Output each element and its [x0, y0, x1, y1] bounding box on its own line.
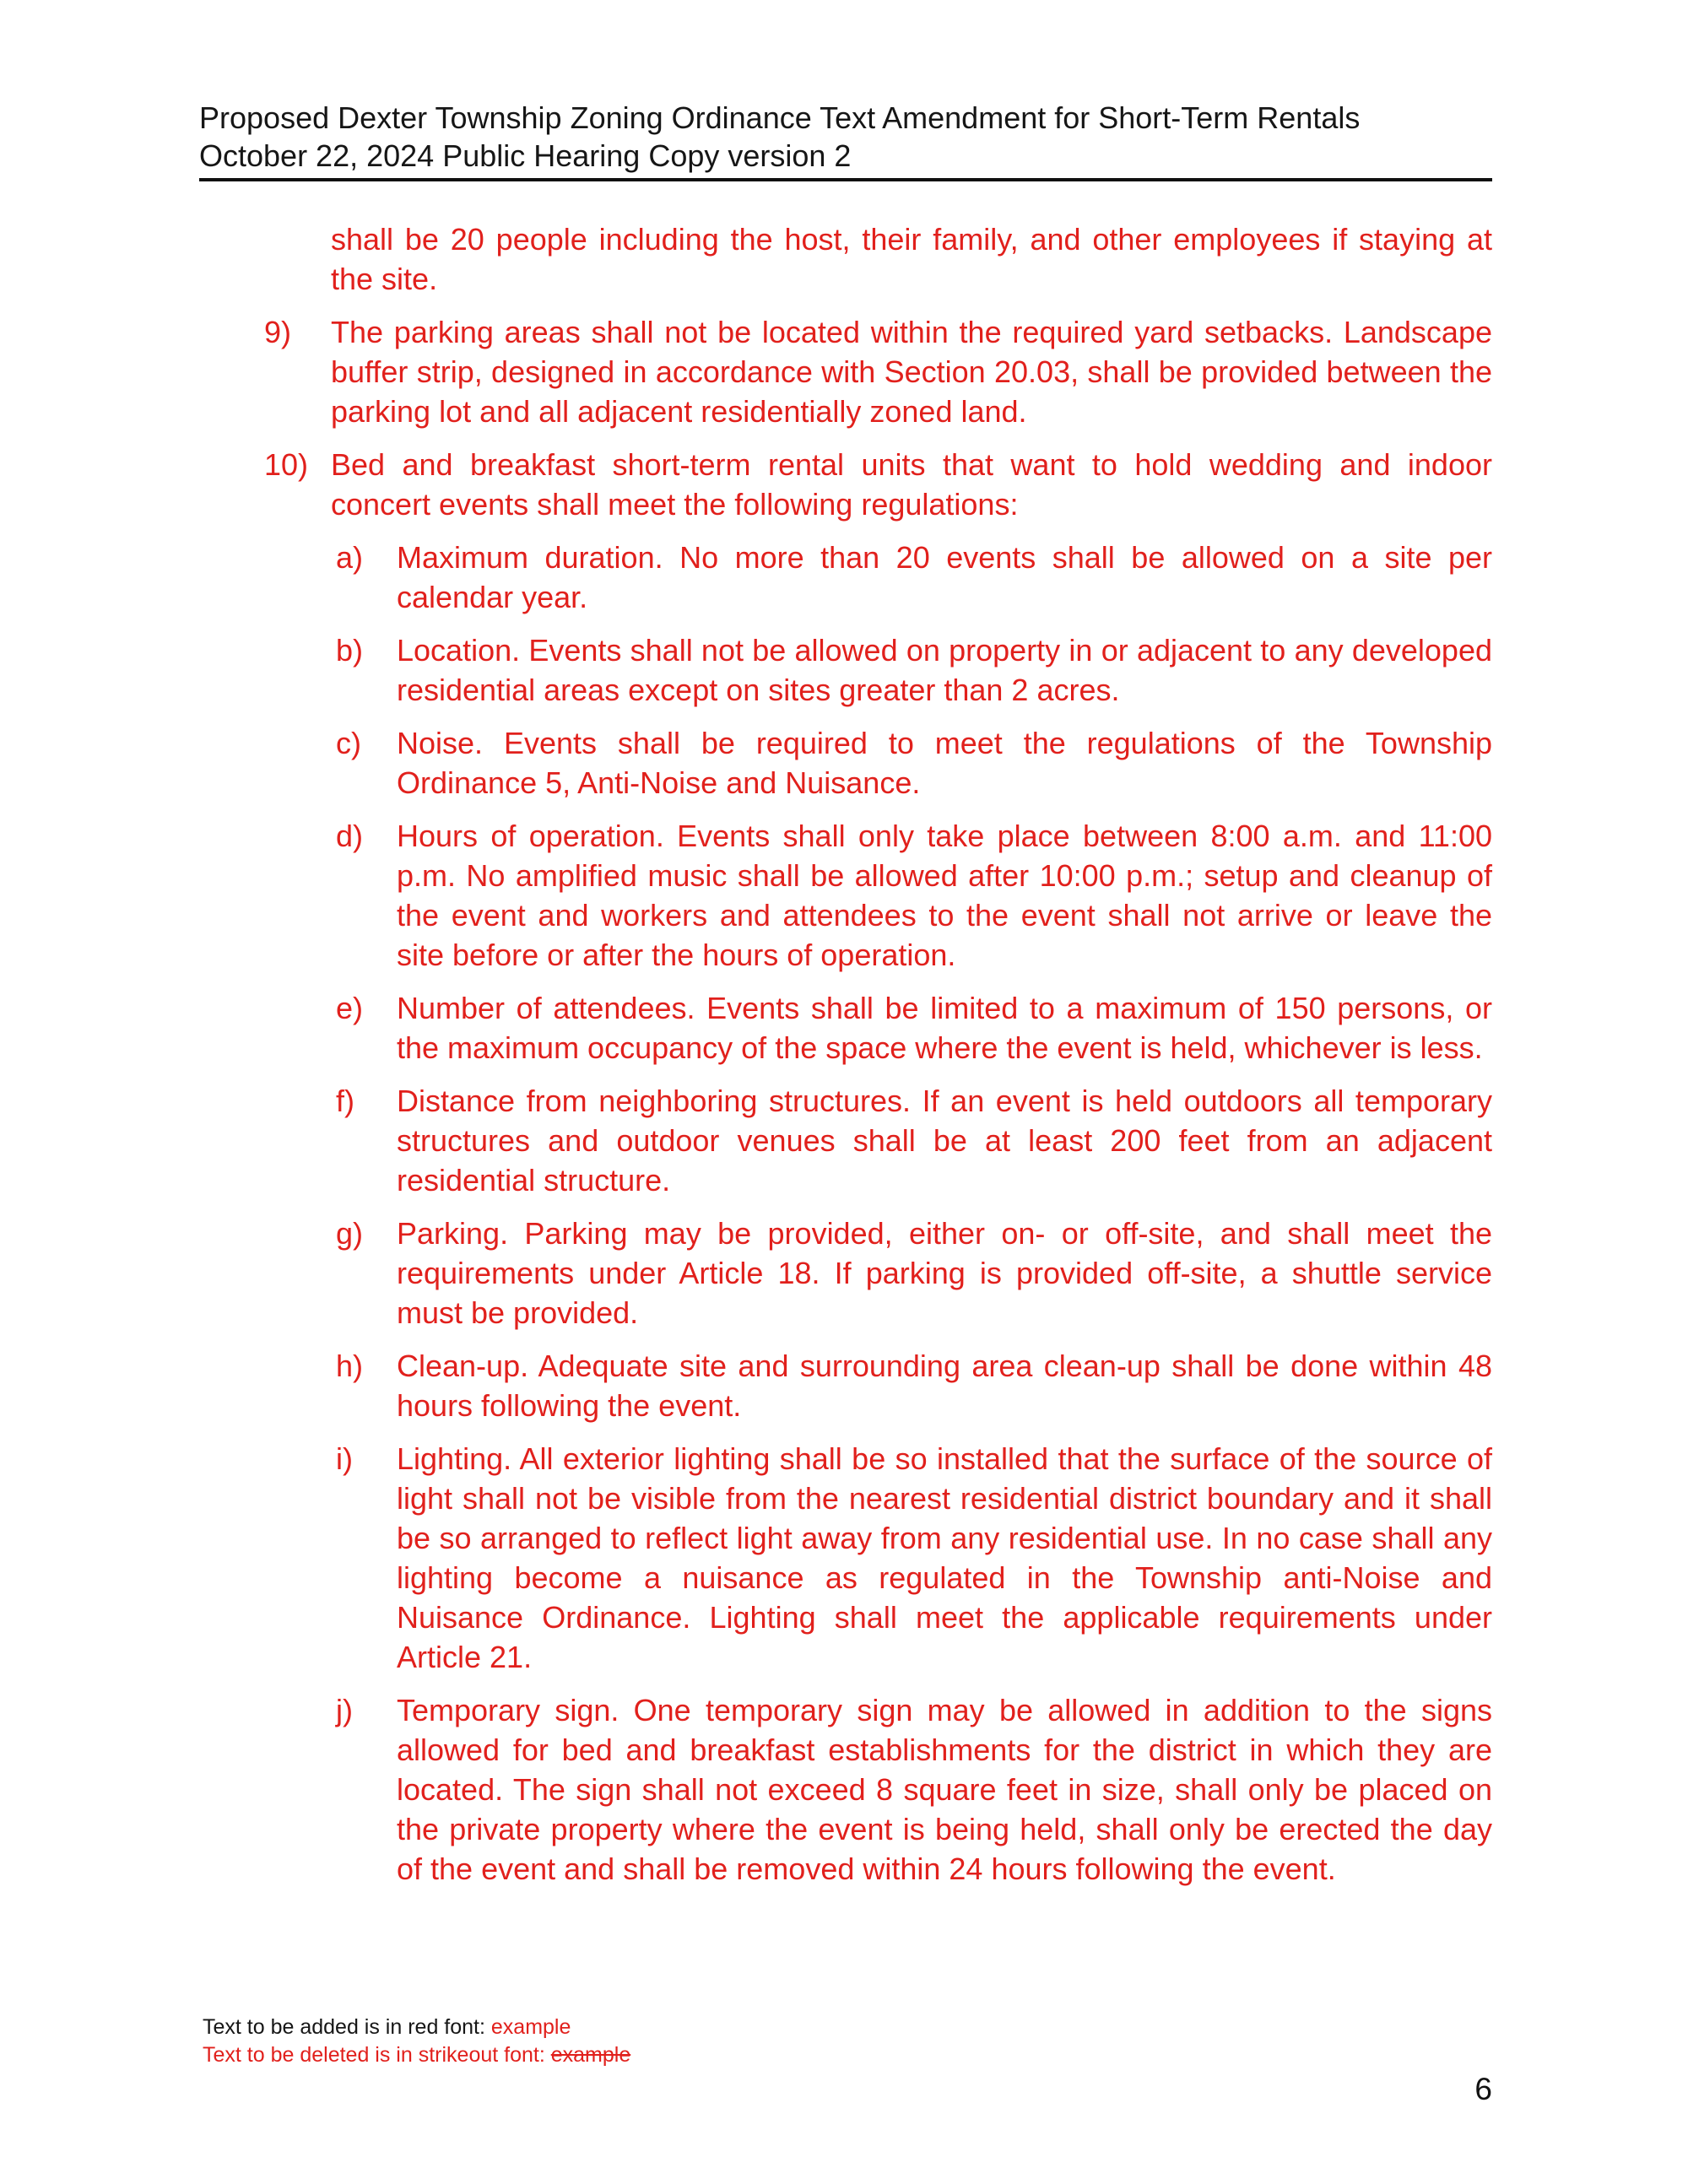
subitem-f-text: Distance from neighboring structures. If an event is held outdoors all temporary structures and outdoor venues shall be at least 200 feet from an adjacent residential structure. [397, 1084, 1492, 1197]
subitem-j [264, 1690, 1492, 1889]
subitem-a [264, 538, 1492, 617]
list-item-10-text: Bed and breakfast short-term rental units that want to hold wedding and indoor concert events shall meet the following regulations: [331, 447, 1492, 522]
subitem-d-marker: d) [336, 819, 364, 853]
subitem-e-marker: e) [336, 991, 364, 1025]
subitem-c-marker: c) [336, 726, 361, 760]
subitem-a-text: Maximum duration. No more than 20 events shall be allowed on a site per calendar year. [397, 540, 1492, 614]
legend-deleted-line [203, 2041, 1494, 2069]
list-item-10-marker: 10) [264, 447, 309, 482]
legend-added-line [203, 2014, 1494, 2041]
subitem-c [264, 723, 1492, 803]
subitem-i [264, 1439, 1492, 1677]
subitem-h [264, 1346, 1492, 1425]
header-subtitle: October 22, 2024 Public Hearing Copy version 2 [199, 138, 852, 173]
subitem-b-text: Location. Events shall not be allowed on property in or adjacent to any developed residential areas except on sites greater than 2 acres. [397, 633, 1492, 707]
subitem-f [264, 1081, 1492, 1200]
subitem-d [264, 816, 1492, 975]
subitem-g [264, 1214, 1492, 1333]
subitem-h-marker: h) [336, 1349, 364, 1383]
subitem-g-text: Parking. Parking may be provided, either on- or off-site, and shall meet the requirements under Article 18. If parking is provided off-site, a shuttle service must be provided. [397, 1216, 1492, 1330]
legend-deleted-label: Text to be deleted is in strikeout font: [203, 2043, 551, 2067]
subitem-e [264, 988, 1492, 1068]
page-number: 6 [1474, 2072, 1492, 2106]
subitem-e-text: Number of attendees. Events shall be limited to a maximum of 150 persons, or the maximum occupancy of the space where the event is held, whichever is less. [397, 991, 1492, 1065]
subitem-j-text: Temporary sign. One temporary sign may be allowed in addition to the signs allowed for bed and breakfast establishments for the district in which they are located. The sign shall not exceed 8 square feet in size, shall only be placed on the private property where the event is being held, shall only be erected the day of the event and shall be removed within 24 hours following the event. [397, 1693, 1492, 1886]
subitem-f-marker: f) [336, 1084, 354, 1118]
legend-deleted-example: example [550, 2043, 631, 2067]
page-header [199, 99, 1492, 175]
list-item-9 [264, 312, 1492, 431]
subitem-g-marker: g) [336, 1216, 364, 1251]
header-title: Proposed Dexter Township Zoning Ordinance Text Amendment for Short-Term Rentals [199, 100, 1361, 135]
subitem-b-marker: b) [336, 633, 364, 668]
subitem-j-marker: j) [336, 1693, 353, 1727]
document-body [264, 219, 1492, 1902]
subitem-d-text: Hours of operation. Events shall only take place between 8:00 a.m. and 11:00 p.m. No amplified music shall be allowed after 10:00 p.m.; setup and cleanup of the event and workers and attendees to the event shall not arrive or leave the site before or after the hours of operation. [397, 819, 1492, 972]
subitem-c-text: Noise. Events shall be required to meet the regulations of the Township Ordinance 5, Anti-Noise and Nuisance. [397, 726, 1492, 800]
subitem-h-text: Clean-up. Adequate site and surrounding area clean-up shall be done within 48 hours following the event. [397, 1349, 1492, 1423]
legend-added-example: example [490, 2015, 571, 2039]
header-divider [199, 178, 1492, 181]
list-item-9-text: The parking areas shall not be located within the required yard setbacks. Landscape buffer strip, designed in accordance with Section 20.03, shall be provided between the parking lot and all adjacent residentially zoned land. [331, 315, 1492, 429]
subitem-a-marker: a) [336, 540, 364, 575]
subitem-b [264, 630, 1492, 710]
subitem-i-marker: i) [336, 1441, 353, 1476]
revision-legend [203, 2014, 1494, 2069]
subitem-i-text: Lighting. All exterior lighting shall be so installed that the surface of the source of light shall not be visible from the nearest residential district boundary and it shall be so arranged to reflect light away from any residential use. In no case shall any lighting become a nuisance as regulated in the Township anti-Noise and Nuisance Ordinance. Lighting shall meet the applicable requirements under Article 21. [397, 1441, 1492, 1674]
list-item-9-marker: 9) [264, 315, 292, 349]
legend-added-label: Text to be added is in red font: [203, 2015, 491, 2039]
continuation-paragraph: shall be 20 people including the host, their family, and other employees if staying at the site. [331, 222, 1492, 296]
list-item-10 [264, 445, 1492, 524]
